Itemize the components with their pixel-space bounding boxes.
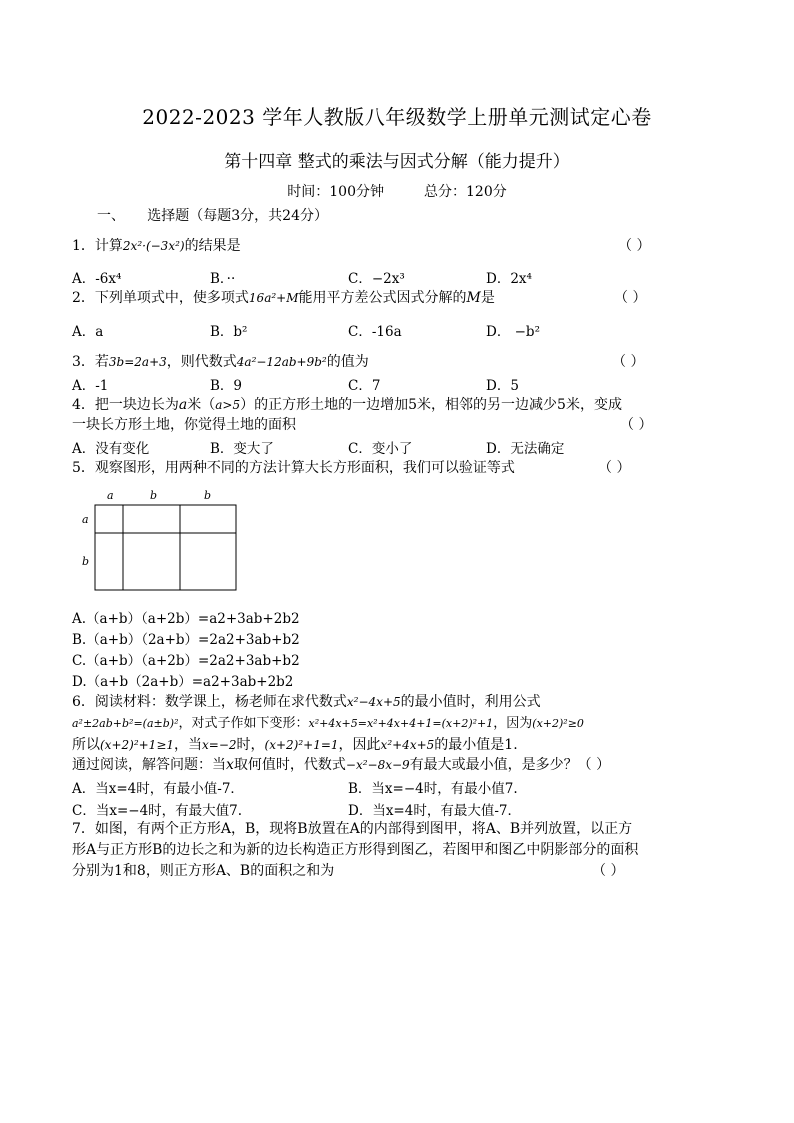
q2-stem-b: 能用平方差公式因式分解的	[298, 290, 467, 306]
outer-rectangle	[95, 505, 236, 590]
q6-line3-c: 时，	[236, 737, 265, 753]
question-6-line-3	[72, 734, 518, 754]
section-number: 一、	[97, 208, 125, 224]
question-2-stem	[72, 287, 495, 307]
section-heading	[97, 205, 328, 225]
question-6-line-1	[72, 691, 541, 711]
total-score: 总分：120分	[424, 184, 507, 200]
q6-line2-expr2: x²+4x+5=x²+4x+4+1=(x+2)²+1	[308, 717, 494, 730]
q4-option-d: D．无法确定	[486, 441, 565, 457]
q2-stem-c: 是	[480, 290, 495, 306]
q2-option-a: A．a	[72, 324, 104, 340]
q3-answer-paren: （ ）	[612, 354, 645, 370]
question-1-stem	[72, 235, 241, 255]
section-title: 选择题（每题3分，共24分）	[147, 208, 328, 224]
q2-option-b: B．b²	[210, 324, 248, 340]
q1-stem-b: 的结果是	[184, 238, 241, 254]
q4-line1-b: 米（	[187, 397, 216, 413]
q4-answer-paren: （ ）	[620, 417, 653, 433]
q6-line3-e: 的最小值是1.	[434, 737, 518, 753]
q3-stem-b: ，则代数式	[166, 354, 237, 370]
document-title: 2022-2023 学年人教版八年级数学上册单元测试定心卷	[142, 105, 652, 129]
q6-line3-expr3: (x+2)²+1=1	[264, 738, 339, 752]
top-label-a: a	[107, 489, 114, 502]
q6-line4-c: 有最大或最小值，是多少？（ ）	[409, 757, 611, 773]
exam-meta	[0, 181, 794, 201]
q6-line3-a: 所以	[72, 737, 100, 753]
q4-option-a: A．没有变化	[72, 441, 150, 457]
q4-line1-a: 4．把一块边长为	[72, 397, 179, 413]
q5-option-d: D.（a+b（2a+b）=a2+3ab+2b2	[72, 674, 294, 690]
top-label-b2: b	[204, 489, 212, 502]
q6-line4-expr: −x²−8x−9	[345, 758, 410, 772]
q1-answer-paren: （ ）	[618, 238, 651, 254]
q5-answer-paren: （ ）	[598, 460, 631, 476]
q1-stem-a: 1．计算	[72, 238, 123, 254]
q3-option-c: C．7	[348, 378, 381, 394]
q6-line4-a: 通过阅读，解答问题：当	[72, 757, 226, 773]
q7-answer-paren: （ ）	[592, 863, 625, 879]
q3-expr2: 4a²−12ab+9b²	[236, 355, 327, 369]
question-6-line-2	[72, 712, 584, 731]
q6-line4-b: 取何值时，代数式	[233, 757, 346, 773]
q6-option-a: A．当x=4时，有最小值-7．	[72, 781, 244, 797]
q6-line3-expr4: x²+4x+5	[380, 738, 435, 752]
q6-line2-b: ，因为	[493, 716, 533, 731]
q6-line1-a: 6．阅读材料：数学课上，杨老师在求代数式	[72, 694, 347, 710]
q6-line3-expr2: x=−2	[202, 738, 237, 752]
q6-line1-expr: x²−4x+5	[346, 695, 401, 709]
left-label-a: a	[82, 513, 89, 526]
question-7-line-2: 形A与正方形B的边长之和为新的边长构造正方形得到图乙，若图甲和图乙中阴影部分的面积	[72, 842, 639, 858]
q2-option-c: C．-16a	[348, 324, 402, 340]
question-4-line-1	[72, 394, 622, 414]
q4-line1-c: ）的正方形土地的一边增加5米，相邻的另一边减少5米，变成	[240, 397, 622, 413]
q5-option-c: C.（a+b）（a+2b）=2a2+3ab+b2	[72, 653, 300, 669]
q3-option-d: D．5	[486, 378, 519, 394]
time-limit: 时间：100分钟	[287, 184, 384, 200]
q1-option-a: A．-6x⁴	[72, 271, 122, 287]
q5-option-a: A.（a+b）（a+2b）=a2+3ab+2b2	[72, 611, 300, 627]
question-7-line-3: 分别为1和8，则正方形A、B的面积之和为	[72, 863, 335, 879]
q6-line3-d: ，因此	[338, 737, 381, 753]
q6-option-b: B．当x=−4时，有最小值7.	[348, 781, 518, 797]
q6-line1-b: 的最小值时，利用公式	[400, 694, 541, 710]
q2-stem-a: 2．下列单项式中，使多项式	[72, 290, 249, 306]
q2-var: M	[466, 290, 481, 306]
q5-option-b: B.（a+b）（2a+b）=2a2+3ab+b2	[72, 632, 300, 648]
q2-option-d: D． −b²	[486, 324, 540, 340]
q3-option-a: A．-1	[72, 378, 109, 394]
q2-answer-paren: （ ）	[614, 290, 647, 306]
q1-expr: 2x²·(−3x²)	[122, 239, 185, 253]
question-7-line-1: 7．如图，有两个正方形A，B，现将B放置在A的内部得到图甲，将A、B并列放置，以正方	[72, 821, 633, 837]
q6-line2-expr: a²±2ab+b²=(a±b)²	[72, 717, 179, 730]
q4-var: a	[178, 397, 188, 413]
q6-option-c: C．当x=−4时，有最大值7.	[72, 803, 243, 819]
q1-option-c: C．−2x³	[348, 271, 405, 287]
q1-option-b: B．··	[210, 271, 236, 287]
q4-cond: a>5	[215, 398, 241, 412]
q6-line2-expr3: (x+2)²≥0	[532, 717, 584, 730]
q1-option-d: D．2x⁴	[486, 271, 532, 287]
chapter-subtitle: 第十四章 整式的乘法与因式分解（能力提升）	[224, 152, 570, 172]
q6-line4-var: x	[226, 757, 234, 773]
q2-expr: 16a²+M	[248, 291, 299, 305]
q6-line3-b: ，当	[174, 737, 203, 753]
question-6-line-4	[72, 754, 610, 774]
rectangle-area-figure	[74, 485, 244, 595]
q6-line2-a: ，对式子作如下变形：	[178, 716, 309, 731]
q6-line3-expr: (x+2)²+1≥1	[100, 738, 175, 752]
q3-option-b: B．9	[210, 378, 243, 394]
q6-option-d: D．当x=4时，有最大值-7．	[348, 803, 521, 819]
question-3-stem	[72, 351, 369, 371]
q4-option-c: C．变小了	[348, 441, 413, 457]
q3-expr1: 3b=2a+3	[108, 355, 167, 369]
question-4-line-2: 一块长方形土地，你觉得土地的面积	[72, 417, 296, 433]
left-label-b: b	[82, 555, 90, 568]
q3-stem-a: 3．若	[72, 354, 109, 370]
q3-stem-c: 的值为	[326, 354, 369, 370]
q4-option-b: B．变大了	[210, 441, 274, 457]
question-5-stem: 5．观察图形，用两种不同的方法计算大长方形面积，我们可以验证等式	[72, 460, 515, 476]
top-label-b1: b	[150, 489, 158, 502]
